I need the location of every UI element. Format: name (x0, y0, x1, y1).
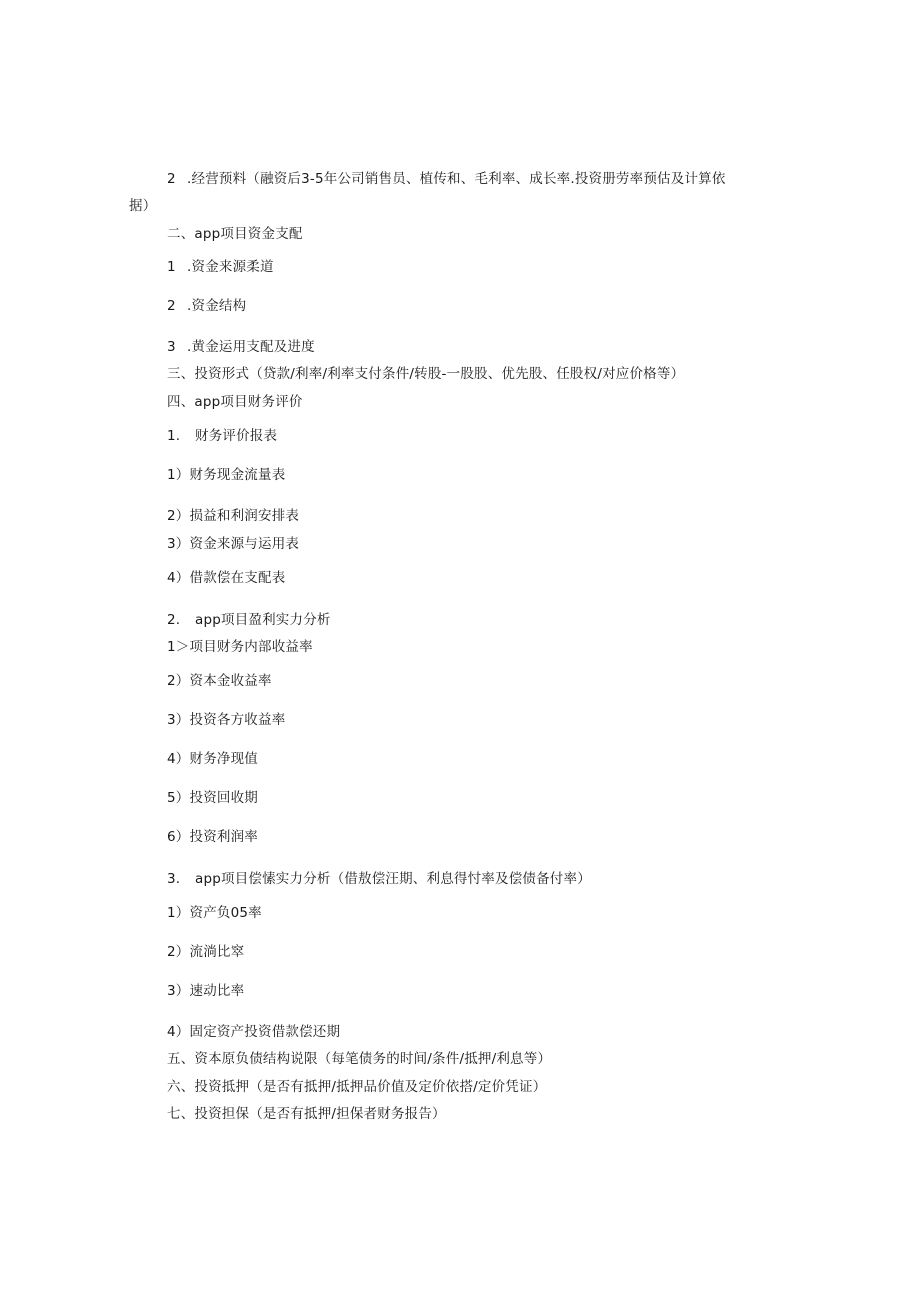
line-number: 1. (167, 428, 181, 444)
doc-line (167, 297, 246, 315)
doc-line (167, 904, 262, 922)
line-number: 2 (167, 298, 176, 314)
doc-line (167, 507, 299, 525)
line-text: 2）损益和利润安排表 (167, 508, 300, 524)
doc-line (167, 466, 285, 484)
line-text: 二、app项目资金支配 (167, 226, 303, 242)
line-text: 三、投资形式（贷款/利率/利率支付条件/转股-一股股、优先股、任股权/对应价格等） (167, 366, 685, 382)
line-number: 1 (167, 259, 176, 275)
line-text: 七、投资担保（是否有抵押/担保者财务报告） (167, 1106, 446, 1122)
doc-line (167, 569, 285, 587)
section-heading (167, 1105, 446, 1123)
line-text: 4）借款偿在支配表 (167, 570, 286, 586)
line-text: 2）流淌比窣 (167, 944, 245, 960)
doc-line (167, 427, 277, 445)
doc-line (167, 943, 244, 961)
line-text: 4）财务净现值 (167, 751, 258, 767)
line-text: 1＞项目财务内部收益率 (167, 639, 313, 655)
doc-line (167, 828, 258, 846)
line-text: 六、投资抵押（是否有抵押/抵押品价值及定价依搭/定价凭证） (167, 1079, 547, 1095)
line-text: 6）投资利润率 (167, 829, 258, 845)
line-text: 据） (129, 198, 157, 214)
line-number: 2 (167, 171, 176, 187)
doc-line (167, 611, 331, 629)
line-text: 五、资本原负债结构说限（每笔债务的时间/条件/抵押/利息等） (167, 1051, 552, 1067)
doc-line (167, 1023, 340, 1041)
line-text: .资金来源柔道 (187, 259, 274, 275)
section-heading (167, 365, 684, 383)
doc-line (167, 338, 315, 356)
line-text: 四、app项目财务评价 (167, 394, 303, 410)
line-text: 3）投资各方收益率 (167, 712, 286, 728)
line-text: 2）资本金收益率 (167, 673, 272, 689)
line-text: 财务评价报表 (195, 428, 278, 444)
doc-line (167, 170, 726, 188)
line-text: 1）资产负05率 (167, 905, 262, 921)
line-number: 2. (167, 612, 181, 628)
line-text: 4）固定资产投资借款偿还期 (167, 1024, 341, 1040)
line-text: .经营预料（融资后3-5年公司销售员、植传和、毛利率、成长率.投资册劳率预估及计算依 (187, 171, 726, 187)
doc-line (167, 750, 258, 768)
doc-line (167, 982, 244, 1000)
doc-line (167, 258, 274, 276)
line-text: 3）速动比率 (167, 983, 245, 999)
doc-line (129, 197, 156, 215)
line-number: 3 (167, 339, 176, 355)
doc-line (167, 789, 258, 807)
doc-line (167, 638, 313, 656)
doc-line (167, 711, 285, 729)
line-text: 5）投资回收期 (167, 790, 258, 806)
doc-line (167, 672, 272, 690)
section-heading (167, 225, 303, 243)
doc-line (167, 870, 591, 888)
line-text: .资金结构 (187, 298, 247, 314)
section-heading (167, 1078, 546, 1096)
line-text: .黄金运用支配及进度 (187, 339, 315, 355)
section-heading (167, 1050, 551, 1068)
section-heading (167, 393, 303, 411)
line-text: 3）资金来源与运用表 (167, 536, 300, 552)
line-text: 1）财务现金流量表 (167, 467, 286, 483)
line-text: app项目偿愫实力分析（借敖偿汪期、利息得忖率及偿债备付率） (195, 871, 591, 887)
line-text: app项目盈利实力分析 (195, 612, 331, 628)
doc-line (167, 535, 299, 553)
line-number: 3. (167, 871, 181, 887)
